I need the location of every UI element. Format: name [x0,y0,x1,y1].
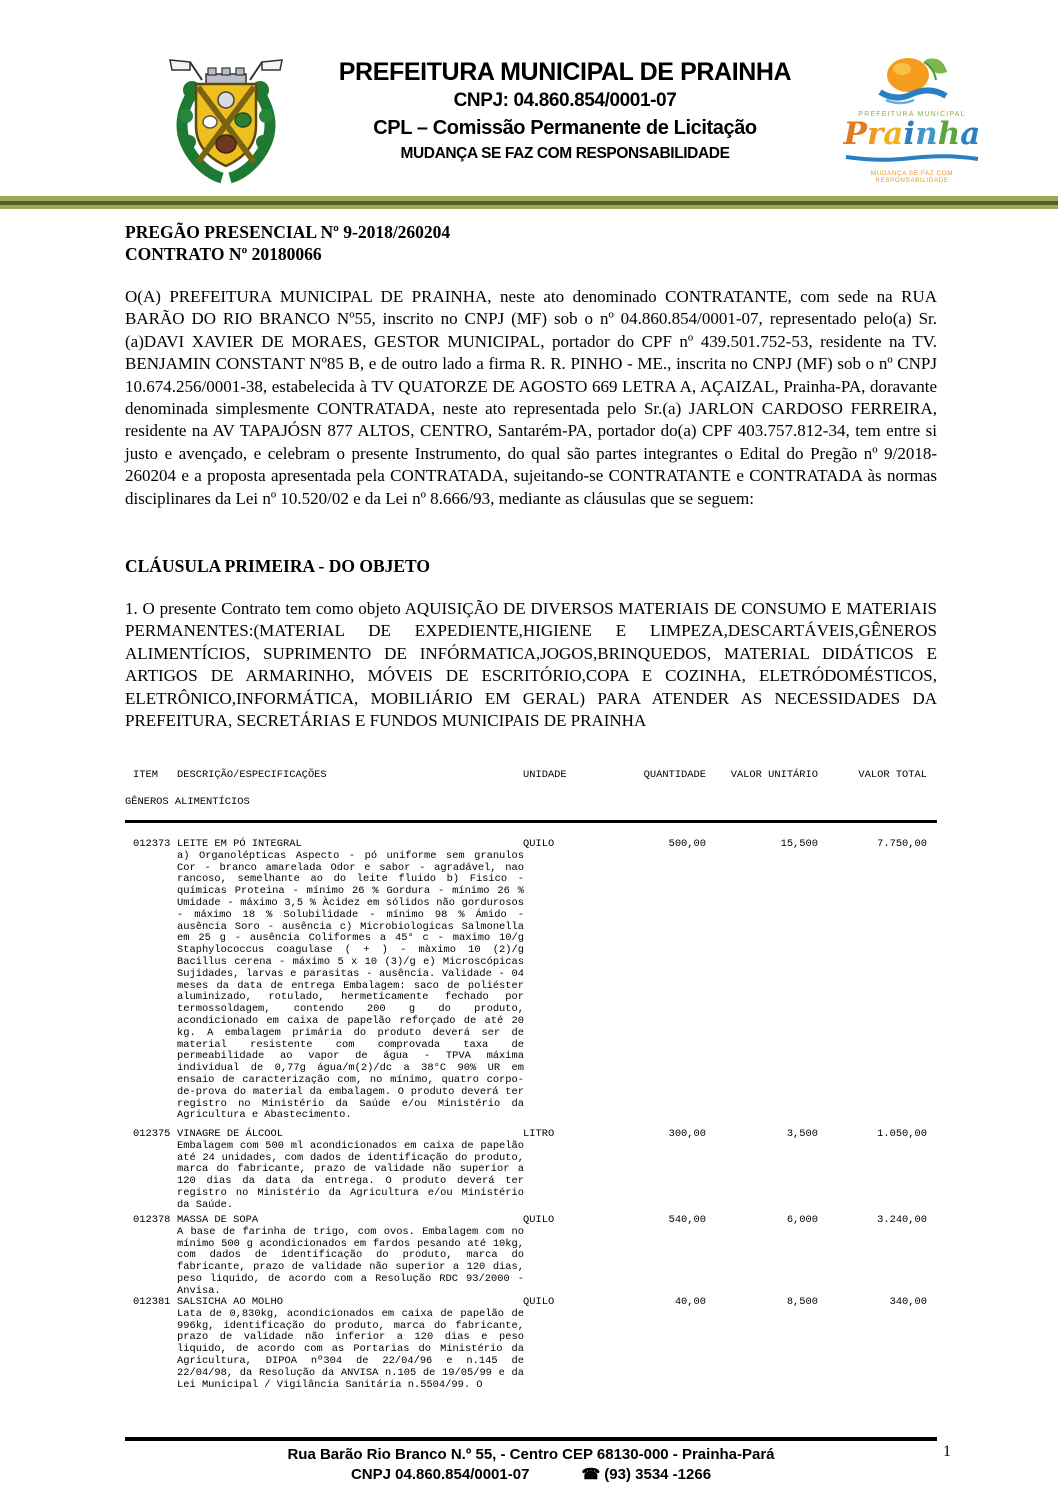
col-header-descricao: DESCRIÇÃO/ESPECIFICAÇÕES [177,769,327,781]
col-header-valor-total: VALOR TOTAL [858,769,927,781]
prainha-logo-caption: PREFEITURA MUNICIPAL [858,111,966,118]
item-valor-total: 7.750,00 [877,838,927,850]
item-especificacao: Lata de 0,830kg, acondicionados em caixa de papelão de 996kg, identificação do produto, marca do fabricante, prazo de validade não inferior a 120 dias e peso liquido, de acordo com as Portarias do Ministério da Agricultura, DIPOA nº304 de 22/04/96 e n.145 de 22/04/98, da Resolução da ANVISA n.105 de 19/05/99 e da Lei Municipal / Vigilância Sanitária n.5504/99. O [177,1307,524,1391]
item-valor-unitario: 15,500 [780,838,818,850]
item-quantidade: 300,00 [668,1128,706,1140]
item-descricao: SALSICHA AO MOLHO [177,1296,284,1308]
table-row [125,1215,937,1298]
item-valor-unitario: 8,500 [786,1296,818,1308]
item-code: 012378 [133,1214,171,1226]
item-descricao: LEITE EM PÓ INTEGRAL [177,838,302,850]
item-code: 012373 [133,838,171,850]
footer-cnpj: CNPJ 04.860.854/0001-07 [350,1466,530,1483]
item-quantidade: 500,00 [668,838,706,850]
item-valor-total: 1.050,00 [877,1128,927,1140]
coat-of-arms-icon [156,54,296,194]
item-quantidade: 40,00 [674,1296,706,1308]
intro-paragraph: O(A) PREFEITURA MUNICIPAL DE PRAINHA, neste ato denominado CONTRATANTE, com sede na RUA BARÃO DO RIO BRANCO Nº55, inscrito no CNPJ (MF) sob o nº 04.860.854/0001-07, representado pelo(a) Sr.(a)DAVI XAVIER DE MORAES, GESTOR MUNICIPAL, portador do CPF nº 439.501.752-53, residente na TV. BENJAMIN CONSTANT Nº85 B, e de outro lado a firma R. R. PINHO - ME., inscrita no CNPJ (MF) sob o nº CNPJ 10.674.256/0001-38, estabelecida à TV QUATORZE DE AGOSTO 669 LETRA A, AÇAIZAL, Prainha-PA, doravante denominada simplesmente CONTRATADA, neste ato representada pelo Sr.(a) JARLON CARDOSO FERREIRA, residente na AV TAPAJÓSN 877 ALTOS, CENTRO, Santarém-PA, portador do(a) CPF 403.757.812-34, tem entre si justo e avençado, e celebram o presente Instrumento, do qual são partes integrantes o Edital do Pregão nº 9/2018-260204 e a proposta apresentada pela CONTRATADA, sujeitando-se CONTRATANTE e CONTRATADA às normas disciplinares da Lei nº 10.520/02 e da Lei nº 8.666/93, mediante as cláusulas que se seguem: [125,287,937,508]
prainha-logo-art-icon [862,50,962,108]
footer-phone: (93) 3534 -1266 [604,1466,712,1483]
org-cpl: CPL – Comissão Permanente de Licitação [373,117,757,139]
footer-phone-line [581,1465,711,1485]
item-code: 012375 [133,1128,171,1140]
item-unidade: QUILO [523,838,555,850]
prainha-logo-underline-icon [842,153,982,163]
item-quantidade: 540,00 [668,1214,706,1226]
document-heading [125,221,937,265]
org-title: PREFEITURA MUNICIPAL DE PRAINHA [338,58,792,86]
page-number: 1 [943,1443,951,1460]
footer [125,1445,937,1485]
col-header-item: ITEM [133,769,158,781]
col-header-valor-unitario: VALOR UNITÁRIO [730,769,818,781]
coat-of-arms-graphic [156,54,296,194]
item-unidade: LITRO [523,1128,555,1140]
item-valor-total: 3.240,00 [877,1214,927,1226]
org-motto: MUDANÇA SE FAZ COM RESPONSABILIDADE [400,145,730,162]
item-especificacao: a) Organolépticas Aspecto - pó uniforme sem granulos Cor - branco amarelada Odor e sabor - agradável, nao rancoso, semelhante ao do leite fluido b) Fisico - químicas Proteina - mínimo 26 % Gordura - mínimo 26 % Umidade - máximo 3,5 % Àcidez em sólidos não gordurosos - máximo 18 % Solubilidade - mínimo 98 % Ámido - ausência Soro - ausência c) Microbiologicas Salmonella em 25 g - ausência Coliformes a 45° c - maximo 10/g Staphylococcus coagulase ( + ) - màximo 10 (2)/g Bacillus cerena - máximo 5 x 10 (3)/g e) Microscópicas Sujidades, larvas e parasitas - ausência. Validade - 04 meses da data de entrega Embalagem: saco de poliéster aluminizado, rotulado, hermeticamente fechado por termossoldagem, contendo 200 g do produto, acondicionado em caixa de papelão reforçado de até 20 kg. A embalagem primária do produto deverá ser de material resistente com comprovada taxa de permeabilidade ao vapor de água - TPVA máxima individual de 0,77g água/m(2)/dc a 38°C 90% UR em ensaio de caracterização com, no mínimo, quatro corpo-de-prova do material da embalagem. O produto deverá ter registro no Ministério da Saúde e/ou Ministério da Agricultura e Abastecimento. [177,849,524,1122]
contrato-number: CONTRATO Nº 20180066 [125,244,322,264]
org-cnpj: CNPJ: 04.860.854/0001-07 [453,90,677,111]
item-valor-unitario: 6,000 [786,1214,818,1226]
prainha-logo [836,50,988,196]
item-valor-total: 340,00 [889,1296,927,1308]
green-divider [0,196,1058,209]
table-row [125,1297,937,1391]
phone-icon: ☎ [581,1466,601,1483]
item-unidade: QUILO [523,1214,555,1226]
pregao-number: PREGÃO PRESENCIAL Nº 9-2018/260204 [125,222,451,242]
item-valor-unitario: 3,500 [786,1128,818,1140]
prainha-wordmark: Prainha [843,116,981,152]
clausula-primeira-text: 1. O presente Contrato tem como objeto AQUISIÇÃO DE DIVERSOS MATERIAIS DE CONSUMO E MATERIAIS PERMANENTES:(MATERIAL DE EXPEDIENTE,HIGIENE E LIMPEZA,DESCARTÁVEIS,GÊNEROS ALIMENTÍCIOS, SUPRIMENTO DE INFÓRMATICA,JOGOS,BRINQUEDOS, MATERIAL DIDÁTICOS E ARTIGOS DE ARMARINHO, MÓVEIS DE ESCRITÓRIO,COPA E COZINHA, ELETRÓDOMÉSTICOS, ELETRÔNICO,INFORMÁTICA, MOBILIÁRIO EM GERAL) PARA ATENDER AS NECESSIDADES DA PREFEITURA, SECRETÁRIAS E FUNDOS MUNICIPAIS DE PRAINHA [125,599,937,731]
prainha-logo-tagline: MUDANÇA SE FAZ COM RESPONSABILIDADE [870,170,954,184]
footer-rule [125,1437,937,1441]
clausula-primeira-title: CLÁUSULA PRIMEIRA - DO OBJETO [125,556,431,576]
table-header-row [125,770,937,782]
table-row [125,839,937,1122]
col-header-unidade: UNIDADE [523,769,567,781]
item-descricao: VINAGRE DE ÁLCOOL [177,1128,284,1140]
item-code: 012381 [133,1296,171,1308]
letterhead [298,58,832,163]
table-section-label: GÊNEROS ALIMENTÍCIOS [125,796,250,808]
item-unidade: QUILO [523,1296,555,1308]
item-especificacao: A base de farinha de trigo, com ovos. Embalagem com no mínimo 500 g acondicionados em fardos pesando até 10kg, com dados de identificação do produto, marca do fabricante, prazo de validade não superior a 120 dias, peso liquido, de acordo com a Resolução RDC 93/2000 - Anvisa. [177,1225,524,1297]
item-especificacao: Embalagem com 500 ml acondicionados em caixa de papelão até 24 unidades, com dados de identificação do produto, marca do fabricante, prazo de validade não superior a 120 dias da data da entrega. O produto deverá ter registro no Ministério da Agricultura e/ou Ministério da Saúde. [177,1139,524,1211]
item-descricao: MASSA DE SOPA [177,1214,259,1226]
footer-address: Rua Barão Rio Branco N.º 55, - Centro CEP 68130-000 - Prainha-Pará [287,1446,775,1463]
col-header-quantidade: QUANTIDADE [643,769,706,781]
table-rule [125,820,937,823]
table-row [125,1129,937,1212]
